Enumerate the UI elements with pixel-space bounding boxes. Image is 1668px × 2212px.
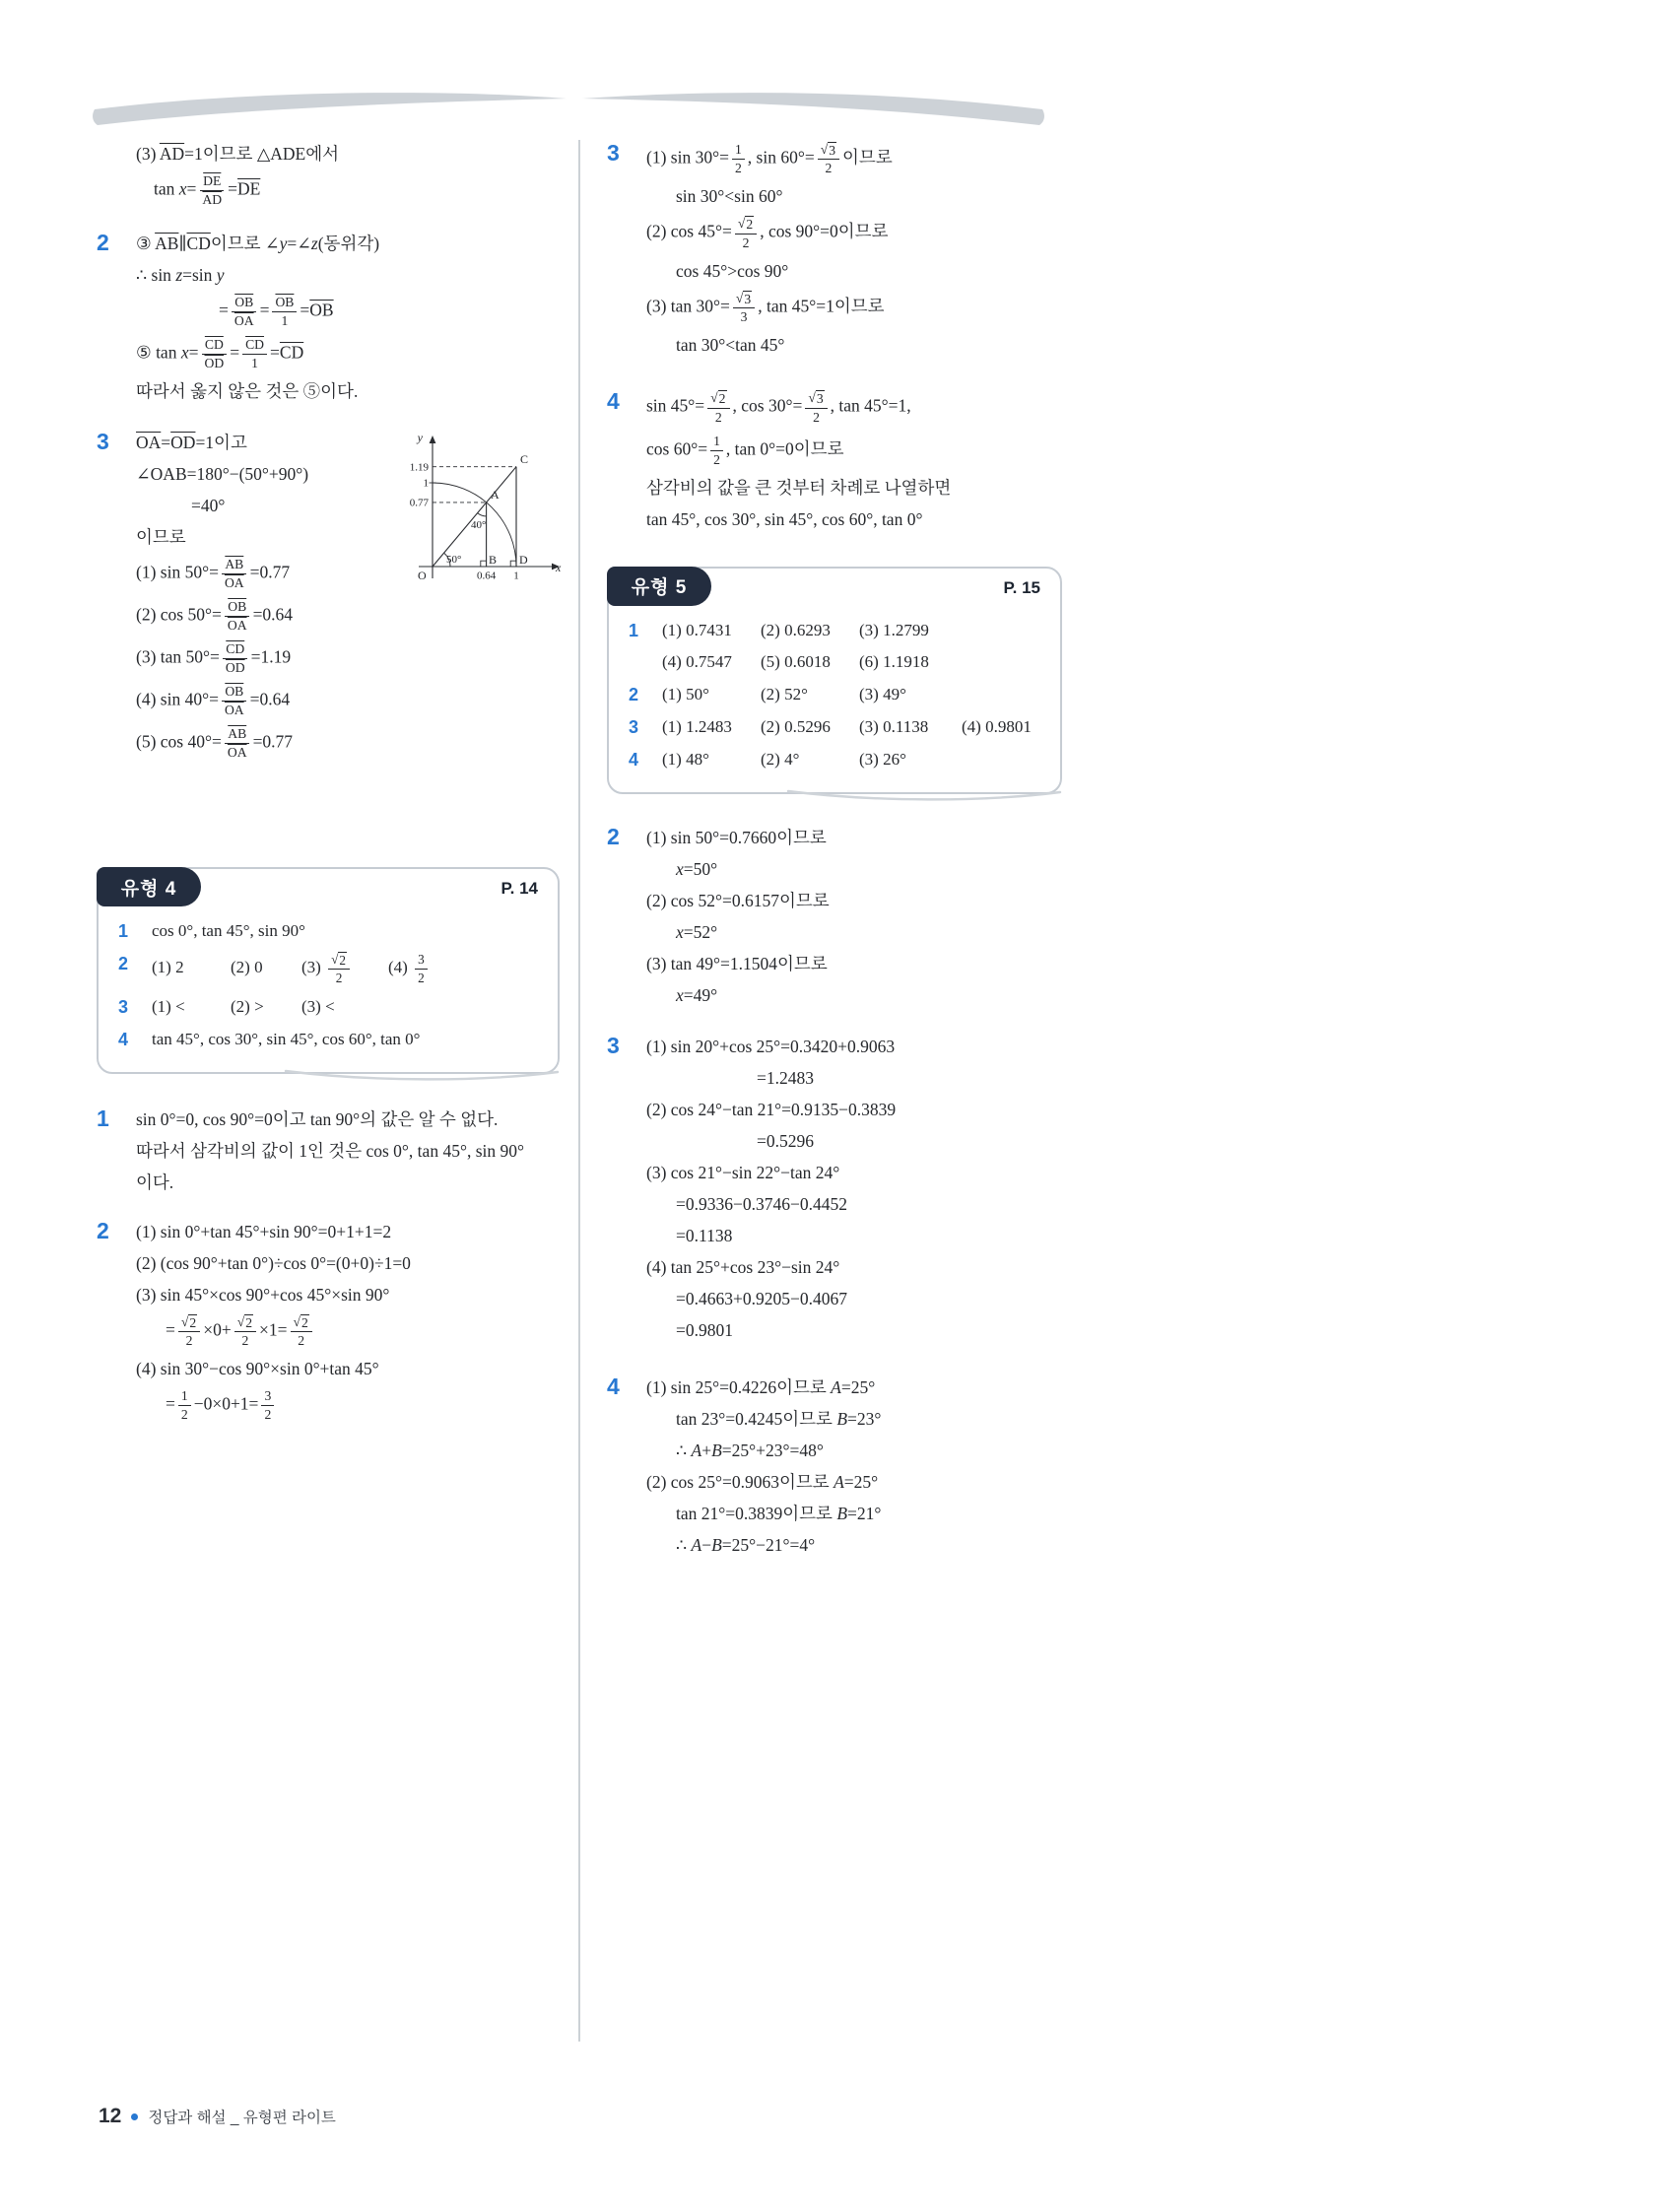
solution-line: (1) sin 0°+tan 45°+sin 90°=0+1+1=2 <box>136 1221 392 1241</box>
solution-line: (3) sin 45°×cos 90°+cos 45°×sin 90° <box>136 1284 390 1305</box>
answer-row-number: 2 <box>118 954 129 974</box>
diagram-ytick-077: 0.77 <box>409 497 429 509</box>
solution-line: (2) cos 52°=0.6157이므로 <box>646 890 830 910</box>
solution-line: (3) tan 30°= √ 3 3 , tan 45°=1이므로 <box>646 290 885 325</box>
answer-item: (3) < <box>301 996 335 1016</box>
solution-line: (2) cos 45°= √ 2 2 , cos 90°=0이므로 <box>646 216 889 250</box>
exercise-2-solution <box>97 1216 560 1427</box>
solution-line: 이므로 <box>136 527 186 548</box>
exercise-3-solution-right <box>607 1031 1062 1346</box>
answer-item: (1) 1.2483 <box>662 716 732 736</box>
diagram-point-C: C <box>520 452 529 467</box>
answer-item: (2) 52° <box>761 684 808 704</box>
problem-number: 2 <box>607 823 620 849</box>
left-column <box>97 138 560 1450</box>
solution-line: =0.5296 <box>757 1130 814 1151</box>
solution-line: sin 30°<sin 60° <box>676 186 783 207</box>
solution-line: cos 60°= $\frac{1}{2}$ , tan 0°=0이므로 <box>646 433 844 467</box>
exercise-2-solution-right <box>607 822 1062 1011</box>
answer-item: (5) 0.6018 <box>761 651 831 671</box>
answer-item: cos 0°, tan 45°, sin 90° <box>152 921 305 941</box>
problem-number: 3 <box>97 429 109 455</box>
solution-line: = $\frac{\overline{OB}}{OA}$ = $\frac{\overline{OB}}{1}$ $=\overline{OB}$ <box>219 295 334 329</box>
answer-item: (2) 4° <box>761 749 800 769</box>
answer-item: (3) 1.2799 <box>859 620 929 639</box>
answer-item: (2) 0.6293 <box>761 620 831 639</box>
answer-item: (6) 1.1918 <box>859 651 929 671</box>
solution-line: (1) sin 50°=0.7660이므로 <box>646 827 827 847</box>
diagram-xtick-1: 1 <box>513 570 519 582</box>
solution-line: ⑤ tan x= $\frac{\overline{CD}}{OD}$ = $\frac{\overline{CD}}{1}$ $=\overline{CD}$ <box>136 337 304 371</box>
answer-row <box>629 711 1040 743</box>
diagram-point-B: B <box>489 553 498 568</box>
answer-row-number: 3 <box>118 996 129 1017</box>
solution-line: tan 45°, cos 30°, sin 45°, cos 60°, tan 0° <box>646 508 923 529</box>
answer-row <box>118 915 538 947</box>
answer-item: (1) < <box>152 996 185 1016</box>
solution-line: =0.9336−0.3746−0.4452 <box>676 1193 847 1214</box>
solution-line: = $\frac{1}{2}$ −0×0+1= $\frac{3}{2}$ <box>136 1384 560 1427</box>
diagram-point-D: D <box>519 553 528 568</box>
solution-line: 삼각비의 값을 큰 것부터 차례로 나열하면 <box>646 477 952 498</box>
answer-item: (2) 0 <box>231 958 263 977</box>
solution-line: =1.2483 <box>757 1067 814 1088</box>
type-5-page-ref: P. 15 <box>1003 577 1040 597</box>
type-4-label: 유형 4 <box>97 867 201 906</box>
exercise-4-solution-right <box>607 1372 1062 1561</box>
solution-line: sin 45°= √ 2 2 , cos 30°= √ 3 2 , tan 45°=1, <box>646 390 911 425</box>
solution-line: (4) tan 25°+cos 23°−sin 24° <box>646 1256 840 1277</box>
header-swoosh-right <box>582 93 1044 125</box>
answer-item: (1) 48° <box>662 749 709 769</box>
solution-line: (5) cos 40°= $\frac{\overline{AB}}{OA}$ =0.77 <box>136 726 294 761</box>
solution-line: (3) cos 21°−sin 22°−tan 24° <box>646 1162 840 1182</box>
solution-line: (3) $\overline{AD}=1$이므로 △ADE에서 <box>136 144 340 164</box>
answer-row <box>118 948 538 989</box>
answer-row-number: 1 <box>118 921 129 942</box>
solution-line: (1) sin 50°= $\frac{\overline{AB}}{OA}$ =0.77 <box>136 557 291 591</box>
solution-line: =0.9801 <box>676 1319 733 1340</box>
solution-line: ∴ sin z=sin y <box>136 265 225 286</box>
solution-line: =0.1138 <box>676 1225 733 1245</box>
solution-line: (1) sin 20°+cos 25°=0.3420+0.9063 <box>646 1036 896 1056</box>
answer-item: (3) √ 2 2 <box>301 948 388 989</box>
problem-2-solution <box>97 228 560 407</box>
problem-3-solution <box>97 427 560 765</box>
answer-item: (4) $\frac{3}{2}$ <box>388 948 538 989</box>
box-flourish <box>284 1069 560 1085</box>
problem-number: 4 <box>607 388 620 415</box>
solution-line: x=49° <box>676 984 718 1005</box>
exercise-3-solution <box>607 138 1062 361</box>
solution-line: (2) cos 50°= $\frac{\overline{OB}}{OA}$ =0.64 <box>136 599 294 634</box>
solution-line: 따라서 삼각비의 값이 1인 것은 cos 0°, tan 45°, sin 90° <box>136 1140 524 1161</box>
solution-line: = √ 2 2 ×0+ √ 2 2 ×1= √ 2 2 <box>136 1310 560 1353</box>
footer-label: 정답과 해설 _ 유형편 라이트 <box>148 2110 336 2126</box>
box-flourish <box>786 789 1062 805</box>
answer-row-number: 4 <box>118 1029 129 1049</box>
problem-number-spacer <box>97 138 136 212</box>
answer-row <box>118 991 538 1023</box>
answer-item: (1) 50° <box>662 684 709 704</box>
solution-line: (4) sin 30°−cos 90°×sin 0°+tan 45° <box>136 1359 379 1379</box>
problem-number: 2 <box>97 1217 109 1243</box>
answer-item: tan 45°, cos 30°, sin 45°, cos 60°, tan 0° <box>152 1029 421 1048</box>
footer-bullet-icon <box>131 2113 138 2120</box>
answer-row <box>629 679 1040 710</box>
answer-item: (4) 0.7547 <box>662 651 732 671</box>
solution-line: 이다. <box>136 1172 174 1192</box>
page-number: 12 <box>99 2105 122 2127</box>
solution-line: (1) sin 25°=0.4226이므로 A=25° <box>646 1376 876 1397</box>
solution-line: (4) sin 40°= $\frac{\overline{OB}}{OA}$ =0.64 <box>136 684 291 718</box>
exercise-1-solution <box>97 1104 560 1198</box>
problem-number: 2 <box>97 230 109 256</box>
column-divider <box>578 140 580 2042</box>
solution-line: (2) (cos 90°+tan 0°)÷cos 0°=(0+0)÷1=0 <box>136 1252 411 1273</box>
answer-item: (3) 49° <box>859 684 906 704</box>
solution-line: (3) tan 49°=1.1504이므로 <box>646 953 828 973</box>
solution-line: ∴ A−B=25°−21°=4° <box>676 1534 816 1555</box>
answer-row-number: 4 <box>629 749 639 770</box>
solution-line: ∠OAB=180°−(50°+90°) <box>136 464 309 485</box>
problem-number: 1 <box>97 1105 109 1131</box>
right-column <box>607 138 1062 1584</box>
solution-line: tan x= $\frac{\overline{DE}}{AD}$ $=\overline{DE}$ <box>154 173 261 208</box>
solution-line: x=52° <box>676 921 718 942</box>
solution-line: (2) cos 24°−tan 21°=0.9135−0.3839 <box>646 1099 897 1119</box>
diagram-point-O: O <box>418 569 427 583</box>
solution-line: cos 45°>cos 90° <box>676 260 789 281</box>
diagram-point-A: A <box>491 488 500 503</box>
diagram-axis-x-label: x <box>556 561 562 575</box>
answer-item: (2) 0.5296 <box>761 716 831 736</box>
type-4-answer-box <box>97 867 560 1073</box>
type-5-label: 유형 5 <box>607 567 711 606</box>
problem-number: 3 <box>607 1032 620 1058</box>
solution-line: x=50° <box>676 858 718 879</box>
diagram-xtick-064: 0.64 <box>476 570 497 582</box>
solution-line: ∴ A+B=25°+23°=48° <box>676 1440 824 1460</box>
answer-item: (3) 26° <box>859 749 906 769</box>
solution-line: tan 23°=0.4245이므로 B=23° <box>676 1408 882 1429</box>
diagram-axis-y-label: y <box>417 431 423 445</box>
exercise-4-solution <box>607 386 1062 534</box>
page-footer <box>99 2105 336 2128</box>
solution-line: =40° <box>191 496 226 516</box>
answer-item: (3) 0.1138 <box>859 716 929 736</box>
answer-item: (1) 0.7431 <box>662 620 732 639</box>
solution-line: (2) cos 25°=0.9063이므로 A=25° <box>646 1471 879 1492</box>
solution-line: (3) tan 50°= $\frac{\overline{CD}}{OD}$ =1.19 <box>136 641 292 676</box>
header-swoosh-left <box>93 93 567 125</box>
type-5-answer-box <box>607 567 1062 794</box>
diagram-angle-50: 50° <box>446 554 462 567</box>
answer-row <box>629 615 1040 678</box>
solution-line: =0.4663+0.9205−0.4067 <box>676 1288 847 1308</box>
solution-line: sin 0°=0, cos 90°=0이고 tan 90°의 값은 알 수 없다. <box>136 1108 499 1129</box>
diagram-ytick-1: 1 <box>423 477 429 490</box>
answer-item: (2) > <box>231 996 264 1016</box>
answer-row <box>118 1024 538 1055</box>
diagram-angle-40: 40° <box>471 519 487 532</box>
problem-number: 3 <box>607 140 620 166</box>
solution-line: $\overline{OA}=\overline{OD}=1$이고 <box>136 433 247 453</box>
answer-item: (4) 0.9801 <box>962 716 1032 736</box>
solution-line: ③ $\overline{AB}\parallel\overline{CD}$이므로 ∠y=∠z(동위각) <box>136 234 380 254</box>
problem-number: 4 <box>607 1373 620 1399</box>
answer-row-number: 2 <box>629 684 639 704</box>
answer-row <box>629 744 1040 775</box>
type-4-page-ref: P. 14 <box>500 879 538 899</box>
diagram-ytick-119: 1.19 <box>409 461 429 474</box>
answer-row-number: 3 <box>629 716 639 737</box>
unit-circle-diagram <box>393 429 575 606</box>
solution-line: tan 30°<tan 45° <box>676 335 785 356</box>
solution-continuation-block <box>97 138 560 212</box>
answer-row-number: 1 <box>629 620 639 640</box>
solution-line: tan 21°=0.3839이므로 B=21° <box>676 1503 882 1523</box>
answer-item: (1) 2 <box>152 958 184 977</box>
solution-line: (1) sin 30°= $\frac{1}{2}$ , sin 60°= √ 3 2 이므로 <box>646 142 893 176</box>
solution-line: 따라서 옳지 않은 것은 ⑤이다. <box>136 381 359 402</box>
